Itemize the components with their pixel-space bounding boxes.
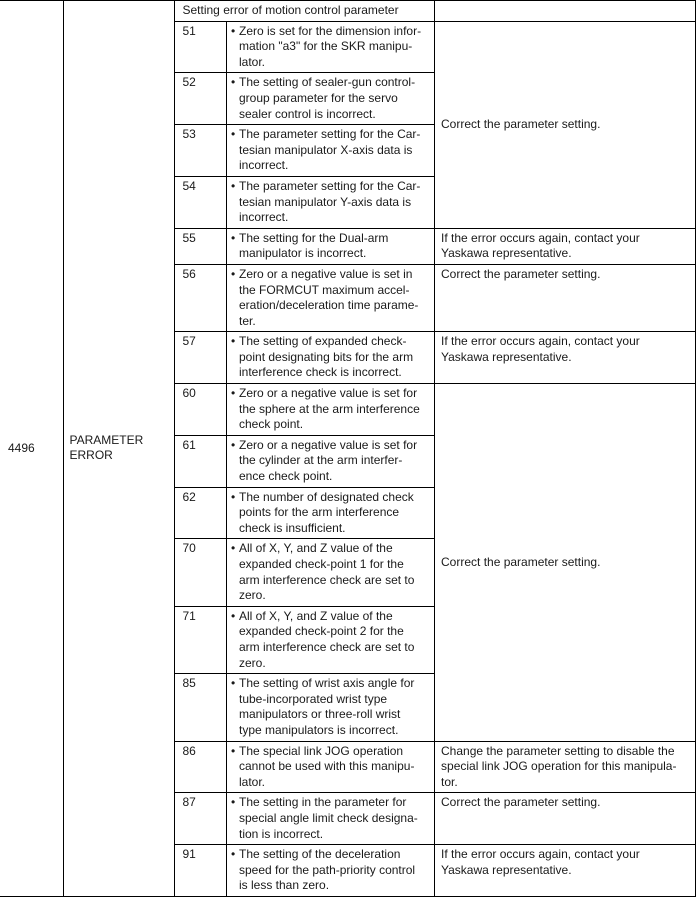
cause-line: points for the arm interference [239, 505, 400, 520]
bullet-item [231, 438, 430, 485]
cause-line: The setting for the Dual-arm [239, 230, 389, 245]
cause-line: tesian manipulator Y-axis data is [239, 194, 412, 209]
cause-text [239, 75, 430, 122]
cause-line: Zero is set for the dimension infor- [239, 23, 422, 38]
remedy-line: Change the parameter setting to disable the [441, 743, 675, 758]
cause-line: point designating bits for the arm [239, 349, 414, 364]
bullet-item [231, 24, 430, 71]
cause-line: incorrect. [239, 210, 289, 225]
cause-cell [227, 21, 435, 73]
cause-line: the sphere at the arm interference [239, 401, 420, 416]
cause-line: manipulators or three-roll wrist [239, 707, 401, 722]
cause-text [239, 676, 430, 738]
cause-line: interference check is incorrect. [239, 365, 402, 380]
cause-text [239, 127, 430, 174]
detail-table [175, 1, 697, 896]
cause-line: speed for the path-priority control [239, 862, 416, 877]
sub-code: 60 [175, 384, 227, 436]
bullet-icon: • [231, 266, 236, 281]
sub-code: 62 [175, 487, 227, 539]
sub-code: 91 [175, 845, 227, 896]
sub-code: 51 [175, 21, 227, 73]
remedy-line: Yaskawa representative. [441, 349, 572, 364]
sub-code: 61 [175, 435, 227, 487]
table-row [175, 264, 696, 331]
cause-text [239, 609, 430, 671]
bullet-item [231, 75, 430, 122]
alarm-name-cell [63, 1, 174, 897]
cause-line: Zero or a negative value is set in [239, 266, 413, 281]
cause-line: group parameter for the servo [239, 90, 398, 105]
cause-line: arm interference check are set to [239, 639, 415, 654]
table-row [175, 793, 696, 845]
cause-line: lator. [239, 774, 266, 789]
table-row [175, 741, 696, 793]
cause-line: ter. [239, 313, 256, 328]
alarm-name-line1: PARAMETER [69, 432, 144, 447]
bullet-item [231, 267, 430, 329]
cause-line: tion is incorrect. [239, 826, 324, 841]
bullet-icon: • [231, 75, 236, 90]
bullet-item [231, 334, 430, 381]
cause-text [239, 231, 430, 262]
remedy-cell [435, 264, 696, 331]
cause-line: incorrect. [239, 158, 289, 173]
cause-line: the FORMCUT maximum accel- [239, 282, 410, 297]
cause-line: tube-incorporated wrist type [239, 691, 388, 706]
bullet-item [231, 490, 430, 537]
cause-cell [227, 73, 435, 125]
cause-line: type manipulators is incorrect. [239, 722, 399, 737]
bullet-item [231, 541, 430, 603]
cause-line: Zero or a negative value is set for [239, 386, 418, 401]
remedy-cell [435, 793, 696, 845]
cause-text [239, 267, 430, 329]
cause-text [239, 847, 430, 894]
bullet-item [231, 127, 430, 174]
cause-text [239, 386, 430, 433]
cause-line: expanded check-point 1 for the [239, 557, 404, 571]
cause-line: The parameter setting for the Car- [239, 127, 421, 142]
sub-code: 70 [175, 539, 227, 606]
cause-cell [227, 741, 435, 793]
cause-cell [227, 264, 435, 331]
sub-code: 56 [175, 264, 227, 331]
detail-header: Setting error of motion control parameter [175, 1, 435, 21]
cause-text [239, 24, 430, 71]
alarm-name-line2: ERROR [69, 448, 113, 463]
remedy-line: Correct the parameter setting. [441, 266, 601, 281]
remedy-line: Correct the parameter setting. [441, 795, 601, 810]
cause-line: tesian manipulator X-axis data is [239, 142, 413, 157]
cause-line: The parameter setting for the Car- [239, 178, 421, 193]
remedy-line: Yaskawa representative. [441, 246, 572, 261]
bullet-icon: • [231, 437, 236, 452]
cause-line: check is insufficient. [239, 520, 346, 535]
sub-code: 85 [175, 674, 227, 741]
cause-cell [227, 435, 435, 487]
bullet-item [231, 744, 430, 791]
cause-cell [227, 674, 435, 741]
cause-line: zero. [239, 588, 266, 603]
cause-cell [227, 606, 435, 673]
cause-line: mation "a3" for the SKR manipu- [239, 39, 413, 54]
remedy-cell [435, 384, 696, 741]
bullet-icon: • [231, 334, 236, 349]
cause-line: check point. [239, 417, 304, 432]
remedy-line: Correct the parameter setting. [441, 554, 601, 569]
table-row [175, 845, 696, 896]
bullet-icon: • [231, 127, 236, 142]
table-row [175, 332, 696, 384]
remedy-line: Yaskawa representative. [441, 862, 572, 877]
bullet-icon: • [231, 676, 236, 691]
alarm-code-cell [0, 1, 63, 897]
cause-line: The setting in the parameter for [239, 795, 407, 810]
cause-cell [227, 845, 435, 896]
cause-cell [227, 332, 435, 384]
cause-line: eration/deceleration time parame- [239, 298, 419, 313]
bullet-icon: • [231, 386, 236, 401]
cause-text [239, 334, 430, 381]
cause-line: the cylinder at the arm interfer- [239, 453, 403, 468]
remedy-cell [435, 21, 696, 228]
cause-cell [227, 125, 435, 177]
cause-line: is less than zero. [239, 878, 330, 893]
cause-cell [227, 793, 435, 845]
remedy-line: If the error occurs again, contact your [441, 334, 640, 349]
remedy-line: Correct the parameter setting. [441, 116, 601, 131]
cause-line: The setting of expanded check- [239, 334, 407, 349]
cause-line: ence check point. [239, 469, 333, 484]
bullet-item [231, 386, 430, 433]
cause-line: The setting of wrist axis angle for [239, 676, 415, 691]
cause-line: All of X, Y, and Z value of the [239, 608, 393, 623]
bullet-icon: • [231, 608, 236, 623]
cause-text [239, 438, 430, 485]
cause-line: cannot be used with this manipu- [239, 759, 415, 774]
sub-code: 87 [175, 793, 227, 845]
detail-header-blank [435, 1, 696, 21]
remedy-line: If the error occurs again, contact your [441, 847, 640, 862]
cause-text [239, 179, 430, 226]
sub-code: 55 [175, 228, 227, 264]
cause-line: lator. [239, 54, 266, 69]
cause-line: expanded check-point 2 for the [239, 624, 404, 639]
alarm-code: 4496 [8, 440, 35, 455]
table-row [175, 228, 696, 264]
cause-text [239, 490, 430, 537]
cause-line: zero. [239, 655, 266, 670]
remedy-cell [435, 228, 696, 264]
bullet-icon: • [231, 23, 236, 38]
remedy-line: tor. [441, 774, 458, 789]
cause-cell [227, 228, 435, 264]
cause-line: special angle limit check designa- [239, 810, 418, 825]
bullet-icon: • [231, 489, 236, 504]
table-row [175, 384, 696, 436]
bullet-item [231, 609, 430, 671]
bullet-item [231, 231, 430, 262]
cause-line: All of X, Y, and Z value of the [239, 541, 393, 556]
cause-text [239, 795, 430, 842]
bullet-icon: • [231, 541, 236, 556]
sub-code: 52 [175, 73, 227, 125]
cause-line: The number of designated check [239, 489, 414, 504]
sub-code: 53 [175, 125, 227, 177]
remedy-line: special link JOG operation for this manipula- [441, 759, 677, 774]
sub-code: 54 [175, 176, 227, 228]
cause-line: sealer control is incorrect. [239, 106, 376, 121]
cause-cell [227, 176, 435, 228]
bullet-item [231, 676, 430, 738]
cause-line: The special link JOG operation [239, 743, 404, 758]
cause-line: The setting of the deceleration [239, 847, 401, 862]
cause-cell [227, 384, 435, 436]
bullet-icon: • [231, 847, 236, 862]
cause-line: arm interference check are set to [239, 572, 415, 587]
cause-line: The setting of sealer-gun control- [239, 75, 416, 90]
cause-cell [227, 487, 435, 539]
cause-text [239, 744, 430, 791]
bullet-icon: • [231, 795, 236, 810]
bullet-item [231, 847, 430, 894]
sub-code: 86 [175, 741, 227, 793]
cause-text [239, 541, 430, 603]
cause-cell [227, 539, 435, 606]
remedy-line: If the error occurs again, contact your [441, 230, 640, 245]
bullet-icon: • [231, 230, 236, 245]
detail-header-row [175, 1, 696, 21]
cause-line: manipulator is incorrect. [239, 246, 367, 261]
table-row [175, 21, 696, 73]
bullet-icon: • [231, 178, 236, 193]
sub-code: 57 [175, 332, 227, 384]
sub-code: 71 [175, 606, 227, 673]
bullet-item [231, 179, 430, 226]
remedy-cell [435, 332, 696, 384]
bullet-icon: • [231, 743, 236, 758]
cause-line: Zero or a negative value is set for [239, 437, 418, 452]
detail-cell [174, 1, 695, 897]
bullet-item [231, 795, 430, 842]
remedy-cell [435, 741, 696, 793]
remedy-cell [435, 845, 696, 896]
